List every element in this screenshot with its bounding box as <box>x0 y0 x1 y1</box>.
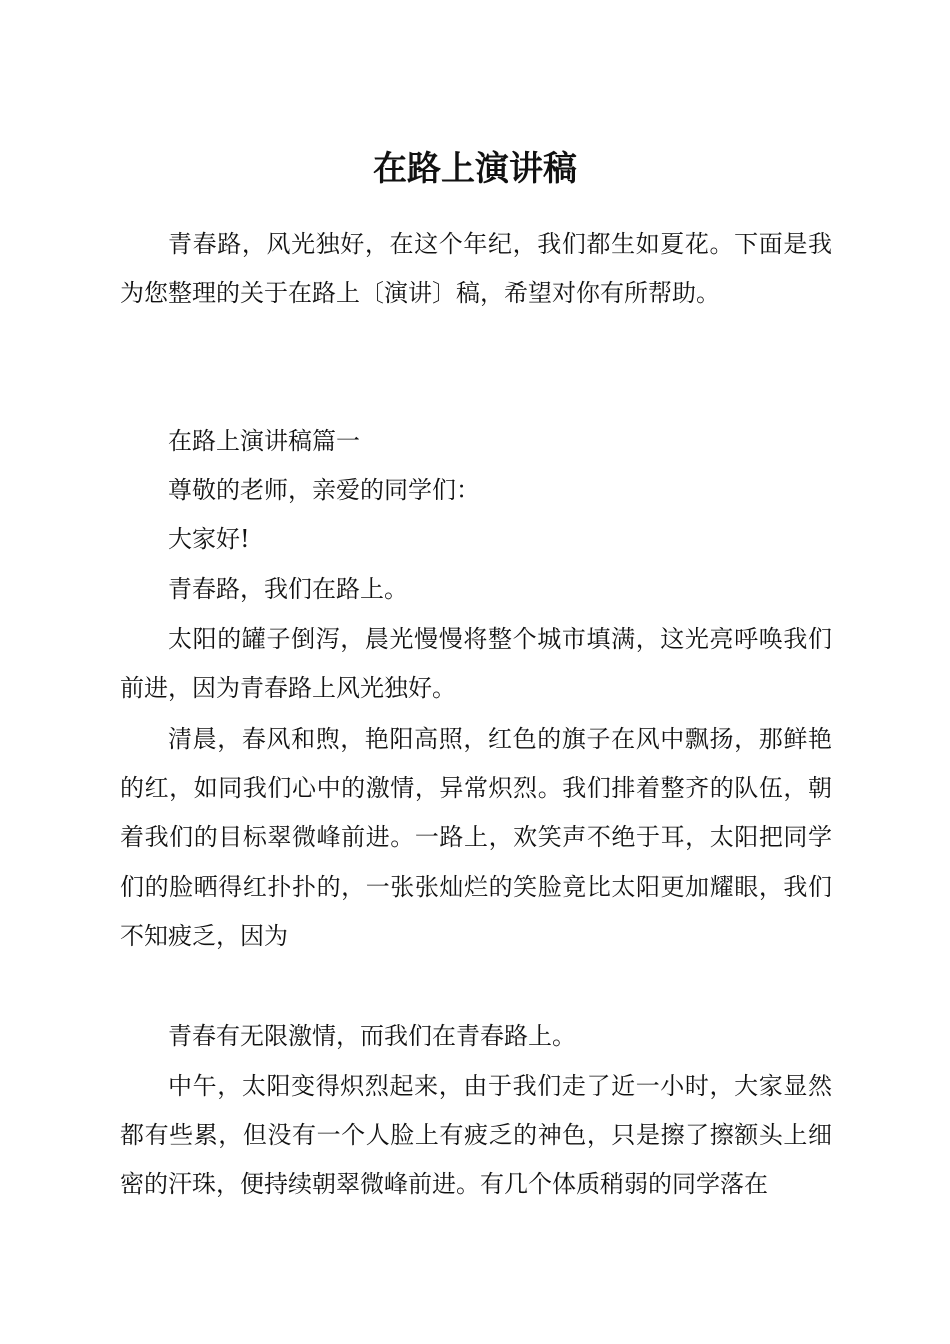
greeting: 大家好! <box>168 525 250 553</box>
salutation: 尊敬的老师，亲爱的同学们： <box>168 476 480 504</box>
paragraph: 太阳的罐子倒泻，晨光慢慢将整个城市填满，这光亮呼唤我们前进，因为青春路上风光独好。 <box>120 625 832 703</box>
paragraph: 中午，太阳变得炽烈起来，由于我们走了近一小时，大家显然都有些累，但没有一个人脸上有疲乏的神色，只是擦了擦额头上细密的汗珠，便持续朝翠微峰前进。有几个体质稍弱的同学落在 <box>120 1072 832 1199</box>
document-title: 在路上演讲稿 <box>373 149 577 189</box>
paragraph: 青春路，我们在路上。 <box>168 575 408 603</box>
intro-paragraph: 青春路，风光独好，在这个年纪，我们都生如夏花。下面是我为您整理的关于在路上〔演讲〕稿，希望对你有所帮助。 <box>120 230 832 308</box>
paragraph: 清晨，春风和煦，艳阳高照，红色的旗子在风中飘扬，那鲜艳的红，如同我们心中的激情，异常炽烈。我们排着整齐的队伍，朝着我们的目标翠微峰前进。一路上，欢笑声不绝于耳，太阳把同学们的脸晒得红扑扑的，一张张灿烂的笑脸竟比太阳更加耀眼，我们不知疲乏，因为 <box>120 725 832 950</box>
section-heading: 在路上演讲稿篇一 <box>168 427 360 455</box>
paragraph: 青春有无限激情，而我们在青春路上。 <box>168 1022 576 1050</box>
